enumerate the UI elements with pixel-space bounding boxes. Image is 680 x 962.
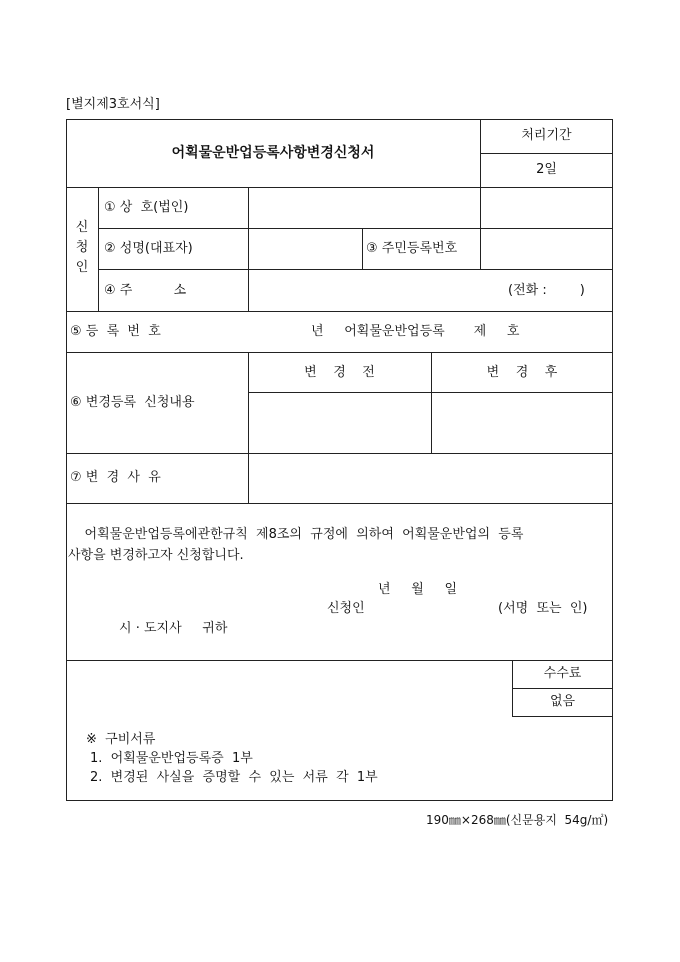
form-number-label: [별지제3호서식] <box>66 97 160 112</box>
trade-name-extra-field[interactable] <box>481 188 612 227</box>
fee-label: 수수료 <box>543 666 582 681</box>
trade-name-label: ① 상 호(법인) <box>104 200 189 215</box>
resident-number-label: ③ 주민등록번호 <box>366 241 458 256</box>
attachment-item: 2. 변경된 사실을 증명할 수 있는 서류 각 1부 <box>90 770 378 785</box>
applicant-sign-field[interactable] <box>380 598 492 618</box>
fee-value: 없음 <box>549 694 576 709</box>
registration-number-label: ⑤ 등 록 번 호 <box>70 324 161 339</box>
attachments-header: ※ 구비서류 <box>86 732 156 747</box>
declaration-line-2: 사항을 변경하고자 신청합니다. <box>68 548 244 563</box>
representative-label: ② 성명(대표자) <box>104 241 193 256</box>
before-change-field[interactable] <box>249 393 430 452</box>
after-change-field[interactable] <box>432 393 612 452</box>
addressee: 시 · 도지사 귀하 <box>119 621 228 636</box>
address-label: ④ 주 소 <box>104 283 187 298</box>
processing-period-label: 처리기간 <box>521 128 572 143</box>
signature-note: (서명 또는 인) <box>498 601 588 616</box>
trade-name-field[interactable] <box>249 188 479 227</box>
resident-number-field[interactable] <box>481 229 612 268</box>
declaration-line-1: 어획물운반업등록에관한규칙 제8조의 규정에 의하여 어획물운반업의 등록 <box>68 527 524 542</box>
application-date: 년 월 일 <box>378 582 457 597</box>
phone-label: (전화 : ) <box>508 283 585 298</box>
registration-number-field[interactable] <box>249 312 612 351</box>
change-reason-field[interactable] <box>249 454 612 502</box>
processing-period-value: 2일 <box>536 162 557 177</box>
after-change-label: 변 경 후 <box>486 365 558 380</box>
applicant-sign-label: 신청인 <box>327 601 365 616</box>
attachment-item: 1. 어획물운반업등록증 1부 <box>90 751 253 766</box>
change-details-label: ⑥ 변경등록 신청내용 <box>70 395 195 410</box>
change-reason-label: ⑦ 변 경 사 유 <box>70 470 161 485</box>
registration-number-value: 년 어획물운반업등록 제 호 <box>311 324 520 339</box>
paper-spec: 190㎜×268㎜(신문용지 54g/㎡) <box>426 813 609 827</box>
form-title: 어획물운반업등록사항변경신청서 <box>171 145 375 161</box>
applicant-section-label: 신 청 인 <box>75 220 89 275</box>
before-change-label: 변 경 전 <box>304 365 375 380</box>
representative-field[interactable] <box>249 229 361 268</box>
